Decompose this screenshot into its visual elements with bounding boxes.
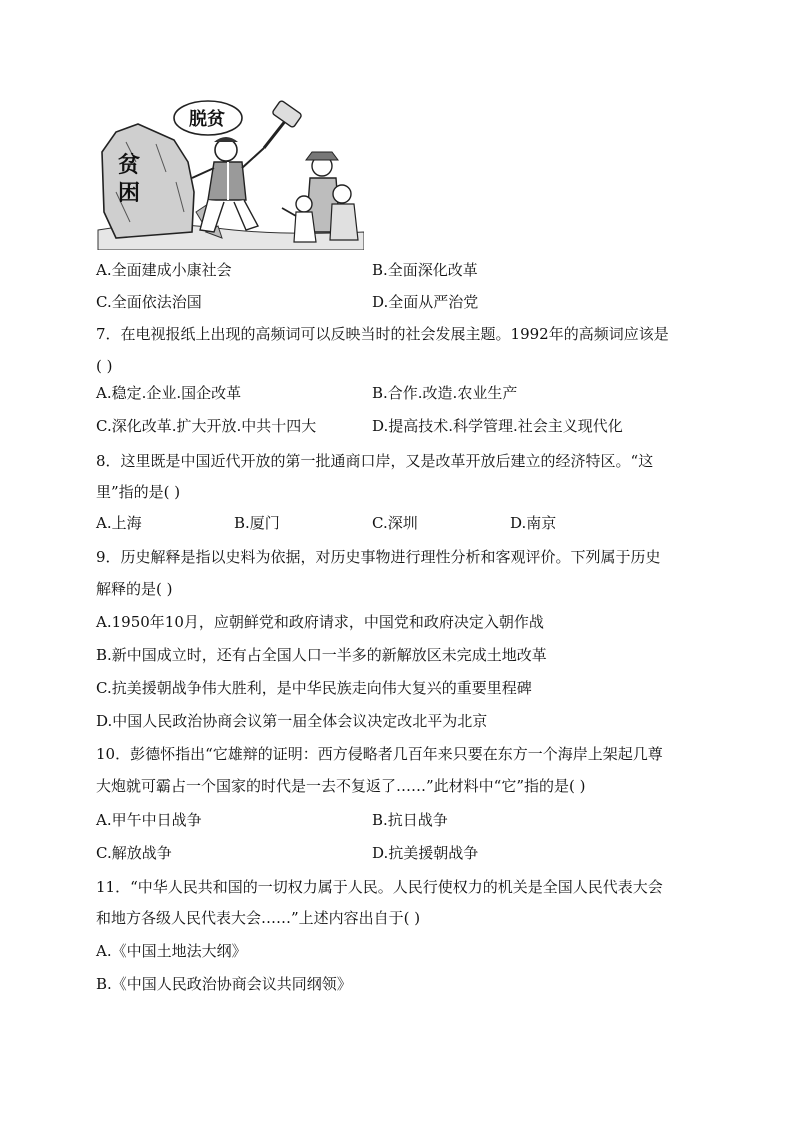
q11-stem-line1: 11．“中华人民共和国的一切权力属于人民。人民行使权力的机关是全国人民代表大会: [96, 878, 663, 896]
poverty-alleviation-cartoon: [96, 92, 364, 250]
q9-stem-line1: 9．历史解释是指以史料为依据，对历史事物进行理性分析和客观评价。下列属于历史: [96, 548, 661, 566]
q6-option-a[interactable]: A.全面建成小康社会: [96, 261, 232, 279]
bubble-text: 脱贫: [189, 109, 225, 130]
q10-option-c[interactable]: C.解放战争: [96, 844, 172, 862]
q6-option-d[interactable]: D.全面从严治党: [372, 293, 479, 311]
q7-options-row2: [96, 416, 716, 436]
q6-options-row1: [96, 260, 716, 280]
q10-stem-line1: 10．彭德怀指出“它雄辩的证明：西方侵略者几百年来只要在东方一个海岸上架起几尊: [96, 745, 663, 763]
q10-option-b[interactable]: B.抗日战争: [372, 811, 448, 829]
q11-option-b[interactable]: B.《中国人民政治协商会议共同纲领》: [96, 975, 352, 993]
q7-options-row1: [96, 383, 716, 403]
q7-stem-line1: 7．在电视报纸上出现的高频词可以反映当时的社会发展主题。1992年的高频词应该是: [96, 325, 669, 343]
q9-option-c[interactable]: C.抗美援朝战争伟大胜利，是中华民族走向伟大复兴的重要里程碑: [96, 679, 532, 697]
q8-option-a[interactable]: A.上海: [96, 514, 142, 532]
q9-option-b[interactable]: B.新中国成立时，还有占全国人口一半多的新解放区未完成土地改革: [96, 646, 547, 664]
q11-stem-line2: 和地方各级人民代表大会……”上述内容出自于( ): [96, 909, 421, 927]
q9-option-a[interactable]: A.1950年10月，应朝鲜党和政府请求，中国党和政府决定入朝作战: [96, 613, 544, 631]
q8-option-c[interactable]: C.深圳: [372, 514, 418, 532]
q10-stem-line2: 大炮就可霸占一个国家的时代是一去不复返了……”此材料中“它”指的是( ): [96, 777, 586, 795]
q7-option-b[interactable]: B.合作.改造.农业生产: [372, 384, 518, 402]
q8-option-d[interactable]: D.南京: [510, 514, 557, 532]
q10-option-d[interactable]: D.抗美援朝战争: [372, 844, 479, 862]
q10-options-row2: [96, 843, 716, 863]
q7-option-c[interactable]: C.深化改革.扩大开放.中共十四大: [96, 417, 317, 435]
q10-options-row1: [96, 810, 716, 830]
q8-options-row: [96, 513, 716, 533]
q7-option-d[interactable]: D.提高技术.科学管理.社会主义现代化: [372, 417, 623, 435]
q6-option-c[interactable]: C.全面依法治国: [96, 293, 202, 311]
q8-option-b[interactable]: B.厦门: [234, 514, 280, 532]
q7-stem-line2: ( ): [96, 357, 113, 375]
q9-option-d[interactable]: D.中国人民政治协商会议第一届全体会议决定改北平为北京: [96, 712, 488, 730]
q9-stem-line2: 解释的是( ): [96, 580, 173, 598]
q6-option-b[interactable]: B.全面深化改革: [372, 261, 478, 279]
q7-option-a[interactable]: A.稳定.企业.国企改革: [96, 384, 242, 402]
rock-text-line2: 困: [118, 181, 141, 206]
q8-stem-line2: 里”指的是( ): [96, 483, 181, 501]
q6-options-row2: [96, 292, 716, 312]
q8-stem-line1: 8．这里既是中国近代开放的第一批通商口岸，又是改革开放后建立的经济特区。“这: [96, 452, 654, 470]
rock-text-line1: 贫: [118, 153, 141, 178]
q11-option-a[interactable]: A.《中国土地法大纲》: [96, 942, 247, 960]
q10-option-a[interactable]: A.甲午中日战争: [96, 811, 202, 829]
